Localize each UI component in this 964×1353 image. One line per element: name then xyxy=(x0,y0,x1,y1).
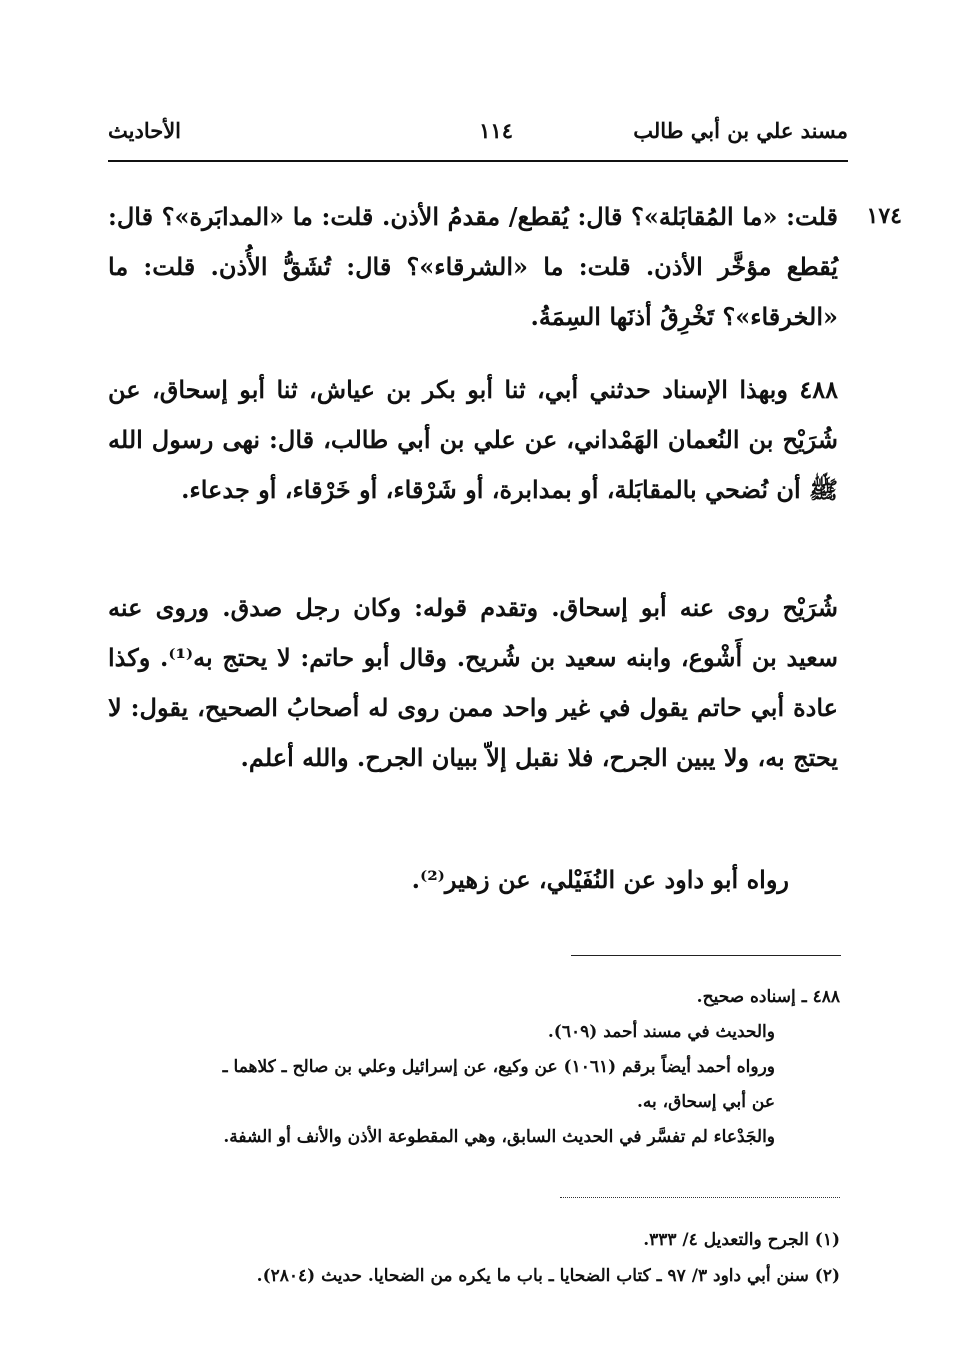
header-book-title: مسند علي بن أبي طالب xyxy=(633,118,848,143)
note-line: عن أبي إسحاق، به. xyxy=(636,1092,775,1112)
hadith-488 xyxy=(108,365,838,515)
narrator-commentary xyxy=(108,583,838,783)
paragraph-text: شُرَيْح روى عنه أبو إسحاق. وتقدم قوله: وكان رجل صدق. وروى عنه سعيد بن أَشْوع، وابنه سعيد بن شُريح. وقال أبو حاتم: لا يحتج به⁽¹⁾. وكذا عادة أبي حاتم يقول في غير واحد ممن روى له أصحابُ الصحيح، يقول: لا يحتج به، ولا يبين الجرح، فلا نقبل إلاّ ببيان الجرح. والله أعلم. xyxy=(108,593,838,772)
header-rule xyxy=(108,160,848,162)
footnote-2: (٢) سنن أبي داود ٣/ ٩٧ ـ كتاب الضحايا ـ باب ما يكره من الضحايا. حديث (٢٨٠٤). xyxy=(256,1266,840,1286)
page-number: ١١٤ xyxy=(479,118,513,143)
note-line: ٤٨٨ ـ إسناده صحيح. xyxy=(696,987,840,1007)
note-line: ورواه أحمد أيضاً برقم (١٠٦١) عن وكيع، عن إسرائيل وعلي بن صالح ـ كلاهما ـ xyxy=(222,1057,775,1077)
running-header xyxy=(108,118,848,156)
notes-rule xyxy=(571,955,841,956)
paragraph-text: ٤٨٨ وبهذا الإسناد حدثني أبي، ثنا أبو بكر بن عياش، ثنا أبو إسحاق، عن شُرَيْح بن النُعمان الهَمْداني، عن علي بن أبي طالب، قال: نهى رسول الله ﷺ أن نُضحي بالمقابَلة، أو بمدابرة، أو شَرْقاء، أو خَرْقاء، أو جدعاء. xyxy=(108,375,838,504)
paragraph-text: قلت: «ما المُقابَلة»؟ قال: يُقطع/ مقدمُ الأذن. قلت: ما «المدابَرة»؟ قال: يُقطع مؤخَّر الأذن. قلت: ما «الشرقاء»؟ قال: تُشَقُّ الأُذن. قلت: ما «الخرقاء»؟ تَخْرِقُ أذنَها السِمَةُ. xyxy=(108,202,838,331)
footnotes xyxy=(108,1222,840,1294)
margin-page-reference: ١٧٤ xyxy=(866,203,902,229)
narration-source xyxy=(412,855,789,905)
editor-notes xyxy=(108,980,840,1155)
note-line: والجَدْعاء لم تفسَّر في الحديث السابق، وهي المقطوعة الأذن والأنف أو الشفة. xyxy=(223,1127,775,1147)
paragraph-continuation xyxy=(108,192,838,342)
footnotes-rule xyxy=(560,1197,840,1198)
note-line: والحديث في مسند أحمد (٦٠٩). xyxy=(547,1022,775,1042)
paragraph-text: رواه أبو داود عن النُفَيْلي، عن زهير⁽²⁾. xyxy=(411,865,789,894)
header-section-title: الأحاديث xyxy=(108,118,182,143)
footnote-1: (١) الجرح والتعديل ٤/ ٣٣٣. xyxy=(643,1230,840,1250)
